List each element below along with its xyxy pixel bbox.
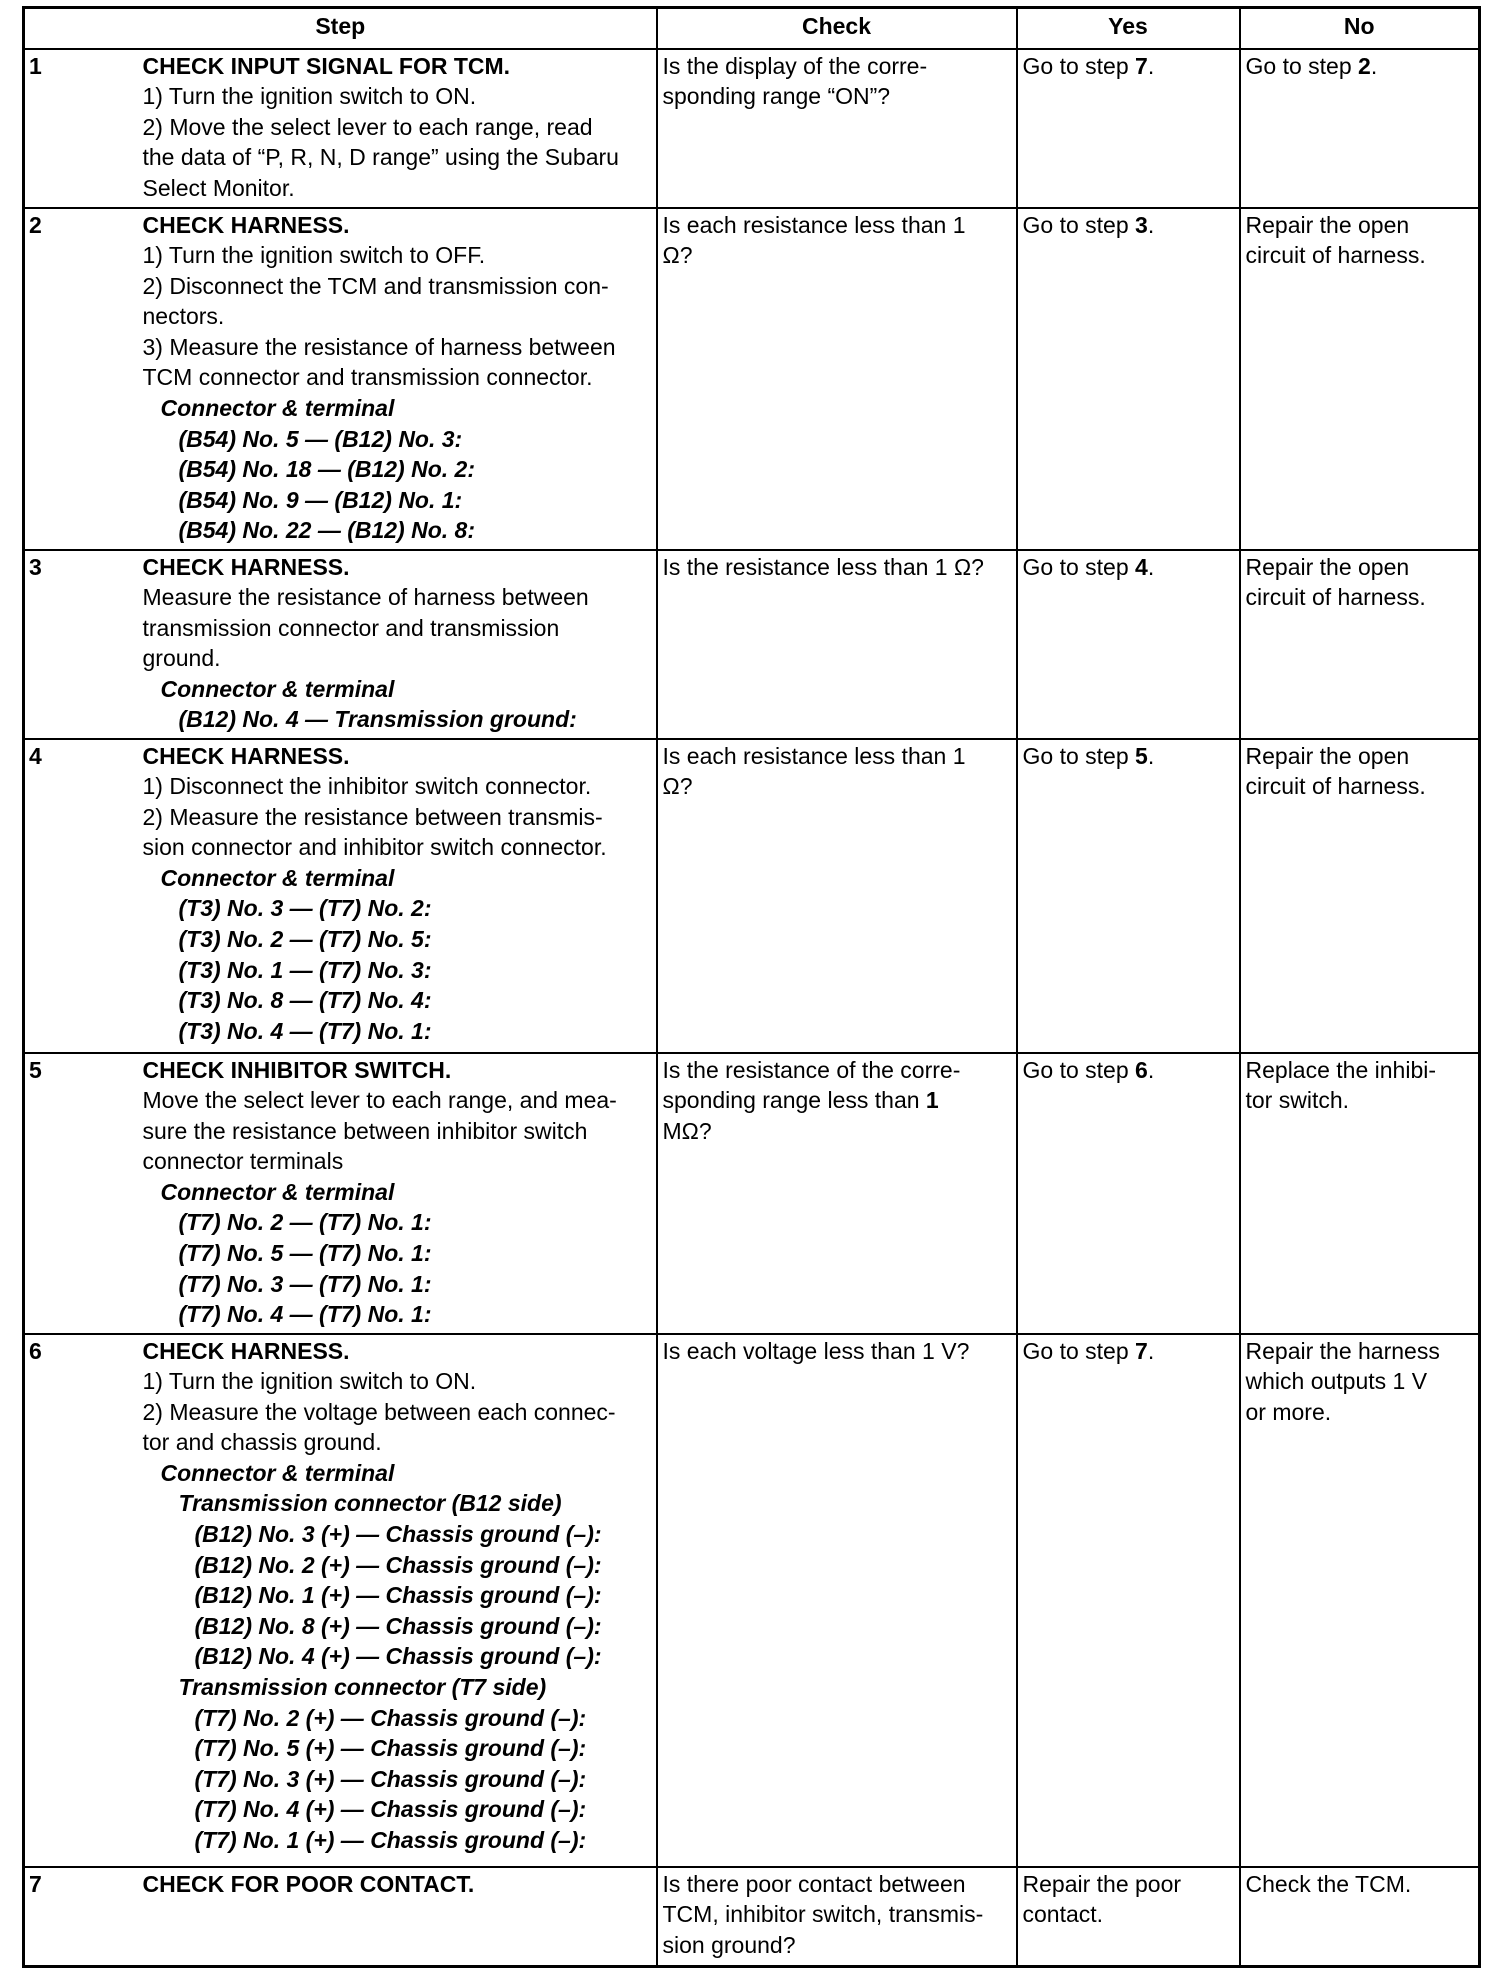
check-line: Ω? — [662, 242, 693, 269]
header-row — [24, 8, 1480, 49]
connector-terminal-entry: (T3) No. 4 — (T7) No. 1: — [178, 1017, 432, 1044]
connector-terminal-entry: (B12) No. 1 (+) — Chassis ground (–): — [194, 1582, 602, 1609]
yes-step-ref: 4 — [1135, 553, 1148, 580]
no-line: tor switch. — [1245, 1087, 1350, 1114]
no-line: circuit of harness. — [1245, 584, 1426, 611]
step-line: 1) Turn the ignition switch to OFF. — [142, 242, 486, 269]
no-cell — [1240, 1867, 1480, 1967]
step-description-cell — [143, 49, 657, 208]
step-line: ground. — [142, 645, 221, 672]
connector-terminal-entry: (B12) No. 4 (+) — Chassis ground (–): — [194, 1643, 602, 1670]
step-line: sion connector and inhibitor switch connector. — [142, 834, 607, 861]
connector-terminal-entry: (T3) No. 3 — (T7) No. 2: — [178, 895, 432, 922]
step-row-7 — [24, 1867, 1480, 1967]
connector-terminal-entry: (B12) No. 8 (+) — Chassis ground (–): — [194, 1612, 602, 1639]
step-number-cell — [24, 208, 143, 550]
step-line: 2) Disconnect the TCM and transmission con- — [142, 272, 609, 299]
no-end: . — [1370, 52, 1378, 79]
connector-terminal-entry: (T7) No. 4 — (T7) No. 1: — [178, 1301, 432, 1328]
step-line: connector terminals — [142, 1148, 344, 1175]
step-line: Measure the resistance of harness between — [142, 584, 589, 611]
step-title: CHECK HARNESS. — [142, 211, 350, 238]
no-line: or more. — [1245, 1398, 1332, 1425]
step-description-cell — [143, 550, 657, 739]
yes-cell — [1017, 208, 1240, 550]
check-line: Is the display of the corre- — [662, 52, 928, 79]
check-value: 1 — [925, 1087, 939, 1114]
yes-cell — [1017, 550, 1240, 739]
no-cell — [1240, 49, 1480, 208]
step-line: 1) Turn the ignition switch to ON. — [142, 83, 477, 110]
step-number: 7 — [29, 1870, 42, 1897]
yes-step-ref: 6 — [1135, 1056, 1148, 1083]
connector-group-label: Transmission connector (B12 side) — [178, 1490, 562, 1517]
header-yes: Yes — [1017, 8, 1240, 49]
no-line: circuit of harness. — [1245, 242, 1426, 269]
step-row-2 — [24, 208, 1480, 550]
connector-terminal-entry: (B54) No. 22 — (B12) No. 8: — [178, 517, 475, 544]
yes-end: . — [1147, 1056, 1155, 1083]
step-description-cell — [143, 208, 657, 550]
no-cell — [1240, 550, 1480, 739]
no-text: Go to step — [1245, 52, 1359, 79]
step-line: 2) Measure the voltage between each connec- — [142, 1398, 616, 1425]
step-number-cell — [24, 550, 143, 739]
connector-terminal-entry: (B12) No. 3 (+) — Chassis ground (–): — [194, 1521, 602, 1548]
step-title: CHECK INHIBITOR SWITCH. — [142, 1056, 452, 1083]
yes-end: . — [1147, 211, 1155, 238]
check-cell — [657, 49, 1017, 208]
step-number-cell — [24, 1334, 143, 1867]
yes-text: Go to step — [1022, 52, 1136, 79]
check-line — [663, 1085, 1011, 1116]
yes-line: contact. — [1022, 1901, 1104, 1928]
step-number: 4 — [29, 742, 42, 769]
connector-terminal-entry: (T7) No. 5 (+) — Chassis ground (–): — [194, 1735, 587, 1762]
no-line: Repair the open — [1245, 742, 1410, 769]
check-text: sponding range less than — [662, 1087, 926, 1114]
yes-end: . — [1147, 1337, 1155, 1364]
step-description-cell — [143, 739, 657, 1053]
diagnostic-procedure-table — [22, 6, 1481, 1968]
check-cell — [657, 1053, 1017, 1334]
check-cell — [657, 1867, 1017, 1967]
no-step-ref: 2 — [1358, 52, 1371, 79]
step-line: Move the select lever to each range, and mea- — [142, 1087, 617, 1114]
yes-cell — [1017, 49, 1240, 208]
step-row-6 — [24, 1334, 1480, 1867]
no-line: Repair the open — [1245, 211, 1410, 238]
step-title: CHECK HARNESS. — [142, 1337, 350, 1364]
check-line: TCM, inhibitor switch, transmis- — [662, 1901, 984, 1928]
connector-terminal-label: Connector & terminal — [160, 1459, 395, 1486]
yes-cell — [1017, 739, 1240, 1053]
yes-step-ref: 5 — [1135, 742, 1148, 769]
check-line: sponding range “ON”? — [662, 83, 891, 110]
step-line: 2) Move the select lever to each range, read — [142, 113, 593, 140]
yes-text: Go to step — [1022, 1056, 1136, 1083]
step-line: nectors. — [142, 303, 225, 330]
step-row-1 — [24, 49, 1480, 208]
connector-terminal-entry: (T7) No. 3 — (T7) No. 1: — [178, 1270, 432, 1297]
step-number: 3 — [29, 553, 42, 580]
check-line: Is each resistance less than 1 — [662, 742, 966, 769]
connector-terminal-label: Connector & terminal — [160, 675, 395, 702]
yes-end: . — [1147, 742, 1155, 769]
connector-terminal-entry: (T3) No. 8 — (T7) No. 4: — [178, 987, 432, 1014]
connector-terminal-entry: (T7) No. 2 — (T7) No. 1: — [178, 1209, 432, 1236]
connector-terminal-entry: (B12) No. 4 — Transmission ground: — [178, 706, 577, 733]
yes-text: Go to step — [1022, 553, 1136, 580]
step-description-cell — [143, 1334, 657, 1867]
step-description-cell — [143, 1867, 657, 1967]
check-cell — [657, 208, 1017, 550]
step-line: transmission connector and transmission — [142, 614, 560, 641]
connector-terminal-entry: (B12) No. 2 (+) — Chassis ground (–): — [194, 1551, 602, 1578]
step-line: 3) Measure the resistance of harness between — [142, 333, 616, 360]
step-number: 2 — [29, 211, 42, 238]
header-check: Check — [657, 8, 1017, 49]
no-cell — [1240, 208, 1480, 550]
connector-terminal-label: Connector & terminal — [160, 1178, 395, 1205]
yes-step-ref: 7 — [1135, 52, 1148, 79]
yes-cell — [1017, 1053, 1240, 1334]
header-no: No — [1240, 8, 1480, 49]
check-cell — [657, 1334, 1017, 1867]
step-title: CHECK HARNESS. — [142, 553, 350, 580]
no-line: circuit of harness. — [1245, 773, 1426, 800]
step-title: CHECK FOR POOR CONTACT. — [142, 1870, 475, 1897]
no-line: which outputs 1 V — [1245, 1368, 1428, 1395]
no-line: Repair the open — [1245, 553, 1410, 580]
no-cell — [1240, 1053, 1480, 1334]
yes-end: . — [1147, 52, 1155, 79]
step-number: 6 — [29, 1337, 42, 1364]
step-row-3 — [24, 550, 1480, 739]
connector-terminal-label: Connector & terminal — [160, 864, 395, 891]
step-title: CHECK HARNESS. — [142, 742, 350, 769]
yes-cell — [1017, 1334, 1240, 1867]
check-line: Ω? — [662, 773, 693, 800]
step-line: TCM connector and transmission connector. — [142, 364, 593, 391]
step-line: sure the resistance between inhibitor switch — [142, 1117, 588, 1144]
step-line: 1) Disconnect the inhibitor switch connector. — [142, 773, 592, 800]
check-cell — [657, 550, 1017, 739]
yes-line: Repair the poor — [1022, 1870, 1182, 1897]
step-line: Select Monitor. — [142, 174, 295, 201]
no-line: Replace the inhibi- — [1245, 1056, 1437, 1083]
check-line: Is each voltage less than 1 V? — [662, 1337, 970, 1364]
step-line: tor and chassis ground. — [142, 1429, 382, 1456]
connector-terminal-label: Connector & terminal — [160, 395, 395, 422]
check-line: Is there poor contact between — [662, 1870, 966, 1897]
connector-terminal-entry: (T7) No. 2 (+) — Chassis ground (–): — [194, 1704, 587, 1731]
connector-terminal-entry: (B54) No. 5 — (B12) No. 3: — [178, 425, 463, 452]
step-line: 2) Measure the resistance between transmis- — [142, 803, 603, 830]
step-number-cell — [24, 1053, 143, 1334]
step-row-5 — [24, 1053, 1480, 1334]
yes-step-ref: 3 — [1135, 211, 1148, 238]
connector-terminal-entry: (B54) No. 18 — (B12) No. 2: — [178, 456, 475, 483]
connector-terminal-entry: (T3) No. 1 — (T7) No. 3: — [178, 956, 432, 983]
step-number-cell — [24, 1867, 143, 1967]
header-step: Step — [24, 8, 657, 49]
no-cell — [1240, 1334, 1480, 1867]
step-number-cell — [24, 739, 143, 1053]
connector-terminal-entry: (T3) No. 2 — (T7) No. 5: — [178, 926, 432, 953]
yes-end: . — [1147, 553, 1155, 580]
check-line: sion ground? — [662, 1931, 796, 1958]
step-number: 1 — [29, 52, 42, 79]
step-description-cell — [143, 1053, 657, 1334]
no-cell — [1240, 739, 1480, 1053]
connector-terminal-entry: (T7) No. 4 (+) — Chassis ground (–): — [194, 1796, 587, 1823]
connector-terminal-entry: (B54) No. 9 — (B12) No. 1: — [178, 486, 463, 513]
check-line: MΩ? — [662, 1117, 712, 1144]
step-number: 5 — [29, 1056, 42, 1083]
step-number-cell — [24, 49, 143, 208]
connector-terminal-entry: (T7) No. 1 (+) — Chassis ground (–): — [194, 1827, 587, 1853]
check-cell — [657, 739, 1017, 1053]
yes-text: Go to step — [1022, 1337, 1136, 1364]
check-line: Is the resistance less than 1 Ω? — [662, 553, 984, 580]
step-title: CHECK INPUT SIGNAL FOR TCM. — [142, 52, 511, 79]
yes-step-ref: 7 — [1135, 1337, 1148, 1364]
check-line: Is each resistance less than 1 — [662, 211, 966, 238]
check-line: Is the resistance of the corre- — [662, 1056, 961, 1083]
step-line: 1) Turn the ignition switch to ON. — [142, 1368, 477, 1395]
no-line: Check the TCM. — [1245, 1870, 1412, 1897]
no-line: Repair the harness — [1245, 1337, 1440, 1364]
step-line: the data of “P, R, N, D range” using the Subaru — [142, 144, 619, 171]
connector-group-label: Transmission connector (T7 side) — [178, 1674, 547, 1701]
step-row-4 — [24, 739, 1480, 1053]
connector-terminal-entry: (T7) No. 5 — (T7) No. 1: — [178, 1240, 432, 1267]
yes-text: Go to step — [1022, 211, 1136, 238]
yes-cell — [1017, 1867, 1240, 1967]
yes-text: Go to step — [1022, 742, 1136, 769]
connector-terminal-entry: (T7) No. 3 (+) — Chassis ground (–): — [194, 1765, 587, 1792]
